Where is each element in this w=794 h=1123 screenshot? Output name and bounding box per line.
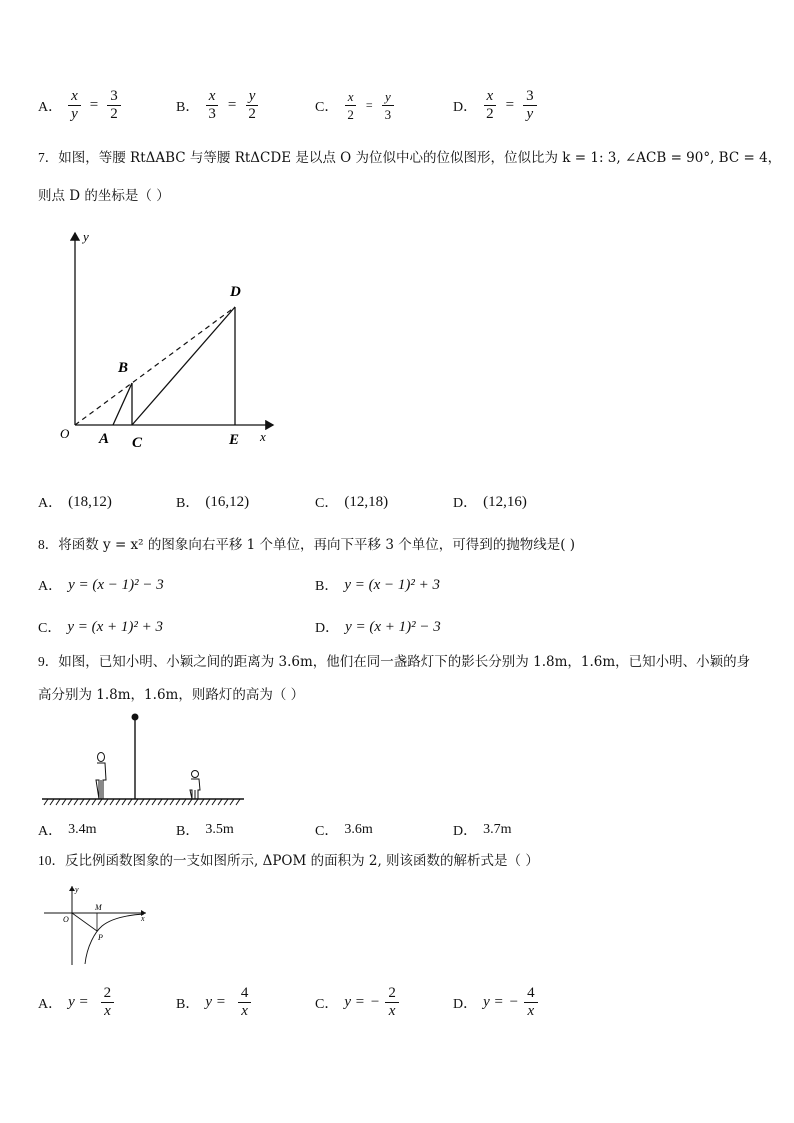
fraction: $\frac{2}{x}$	[101, 985, 115, 1020]
q7-stem-line2	[38, 186, 170, 206]
fraction: $\frac{4}{x}$	[238, 985, 252, 1020]
q10-option-d[interactable]: D． y = − $\frac{4}{x}$	[453, 985, 538, 1020]
q6-option-c[interactable]: C． $\frac{x}{2}$ = $\frac{y}{3}$	[315, 88, 394, 123]
label-e: E	[229, 432, 240, 448]
question-text: 则点 D 的坐标是（ ）	[38, 188, 170, 204]
q9-stem-line2	[38, 685, 304, 705]
q9-option-a[interactable]: A． 3.4m	[38, 822, 97, 839]
question-text: 如图，等腰 RtΔABC 与等腰 RtΔCDE 是以点 O 为位似中心的位似图形，位似比为 k = 1: 3, ∠ACB = 90°, BC = 4，	[58, 150, 782, 166]
label-a: A	[99, 431, 110, 447]
q10-option-a[interactable]: A． y = $\frac{2}{x}$	[38, 985, 114, 1020]
label-x: x	[260, 429, 266, 444]
dashed-line-ob-d	[75, 307, 235, 425]
label-y: y	[75, 885, 79, 894]
q7-figure	[55, 225, 285, 460]
label-b: B	[118, 360, 129, 376]
q8-option-d[interactable]: D． y = (x + 1)² − 3	[315, 618, 441, 636]
q9-option-c[interactable]: C． 3.6m	[315, 822, 373, 839]
q9-figure	[38, 710, 250, 810]
label-y: y	[83, 229, 89, 244]
option-label: C．	[315, 99, 339, 115]
hyperbola-branch	[85, 914, 144, 964]
q10-stem: 10．反比例函数图象的一支如图所示, ΔPOM 的面积为 2, 则该函数的解析式是（ ）	[38, 853, 539, 869]
segment-cd	[132, 307, 235, 425]
fraction: $\frac{4}{x}$	[524, 985, 538, 1020]
q7-stem	[38, 148, 781, 168]
fraction: $\frac{x}{3}$	[205, 88, 219, 123]
q10-option-b[interactable]: B． y = $\frac{4}{x}$	[176, 985, 251, 1020]
question-text: 反比例函数图象的一支如图所示, ΔPOM 的面积为 2, 则该函数的解析式是（ ）	[65, 853, 539, 869]
q6-option-b[interactable]: B． $\frac{x}{3}$ = $\frac{y}{2}$	[176, 88, 259, 123]
option-label: D．	[453, 99, 478, 115]
q9-stem: 9．如图，已知小明、小颖之间的距离为 3.6m，他们在同一盏路灯下的影长分别为 1.8m，1.6m，已知小明、小颖的身	[38, 654, 751, 670]
q8-option-b[interactable]: B． y = (x − 1)² + 3	[315, 576, 441, 594]
q9-option-d[interactable]: D． 3.7m	[453, 822, 512, 839]
label-o: O	[63, 915, 69, 924]
label-o: O	[60, 426, 70, 441]
q7-option-c[interactable]: C． (12,18)	[315, 493, 389, 511]
ground-hatching	[44, 799, 240, 805]
fraction: $\frac{3}{y}$	[523, 88, 537, 123]
fraction: $\frac{y}{3}$	[382, 88, 395, 123]
q7-option-d[interactable]: D． (12,16)	[453, 493, 527, 511]
fraction: $\frac{x}{2}$	[344, 88, 357, 123]
fraction: $\frac{3}{2}$	[107, 88, 121, 123]
person-xiaoming	[96, 753, 106, 800]
fraction: $\frac{y}{2}$	[245, 88, 259, 123]
q6-option-d[interactable]: D． $\frac{x}{2}$ = $\frac{3}{y}$	[453, 88, 537, 123]
fraction: $\frac{x}{y}$	[68, 88, 81, 123]
question-text: 高分别为 1.8m，1.6m，则路灯的高为（ ）	[38, 687, 305, 703]
option-label: B．	[176, 99, 200, 115]
fraction: $\frac{2}{x}$	[385, 985, 399, 1020]
label-c: C	[132, 435, 143, 451]
q9-option-b[interactable]: B． 3.5m	[176, 822, 234, 839]
label-p: P	[98, 933, 103, 942]
label-x: x	[141, 914, 145, 923]
question-text: 如图，已知小明、小颖之间的距离为 3.6m，他们在同一盏路灯下的影长分别为 1.8m，1.6m，已知小明、小颖的身	[58, 654, 751, 670]
segment-ab	[113, 383, 132, 425]
option-label: A．	[38, 99, 63, 115]
fraction: $\frac{x}{2}$	[483, 88, 497, 123]
q10-option-c[interactable]: C． y = − $\frac{2}{x}$	[315, 985, 399, 1020]
q8-option-c[interactable]: C． y = (x + 1)² + 3	[38, 618, 164, 636]
lamp-light	[132, 714, 139, 721]
segment-op	[72, 913, 97, 931]
label-m: M	[95, 903, 102, 912]
q7-option-b[interactable]: B． (16,12)	[176, 493, 250, 511]
question-text: 将函数 y = x² 的图象向右平移 1 个单位，再向下平移 3 个单位，可得到的抛物线是( )	[58, 537, 576, 553]
q8-option-a[interactable]: A． y = (x − 1)² − 3	[38, 576, 164, 594]
q10-figure	[40, 880, 155, 970]
q8-stem: 8．将函数 y = x² 的图象向右平移 1 个单位，再向下平移 3 个单位，可得到的抛物线是( )	[38, 537, 576, 553]
q6-option-a[interactable]: A． $\frac{x}{y}$ = $\frac{3}{2}$	[38, 88, 121, 123]
person-xiaoying	[190, 771, 200, 800]
label-d: D	[230, 284, 241, 300]
q7-option-a[interactable]: A． (18,12)	[38, 493, 112, 511]
question-number: 7．	[38, 150, 59, 165]
